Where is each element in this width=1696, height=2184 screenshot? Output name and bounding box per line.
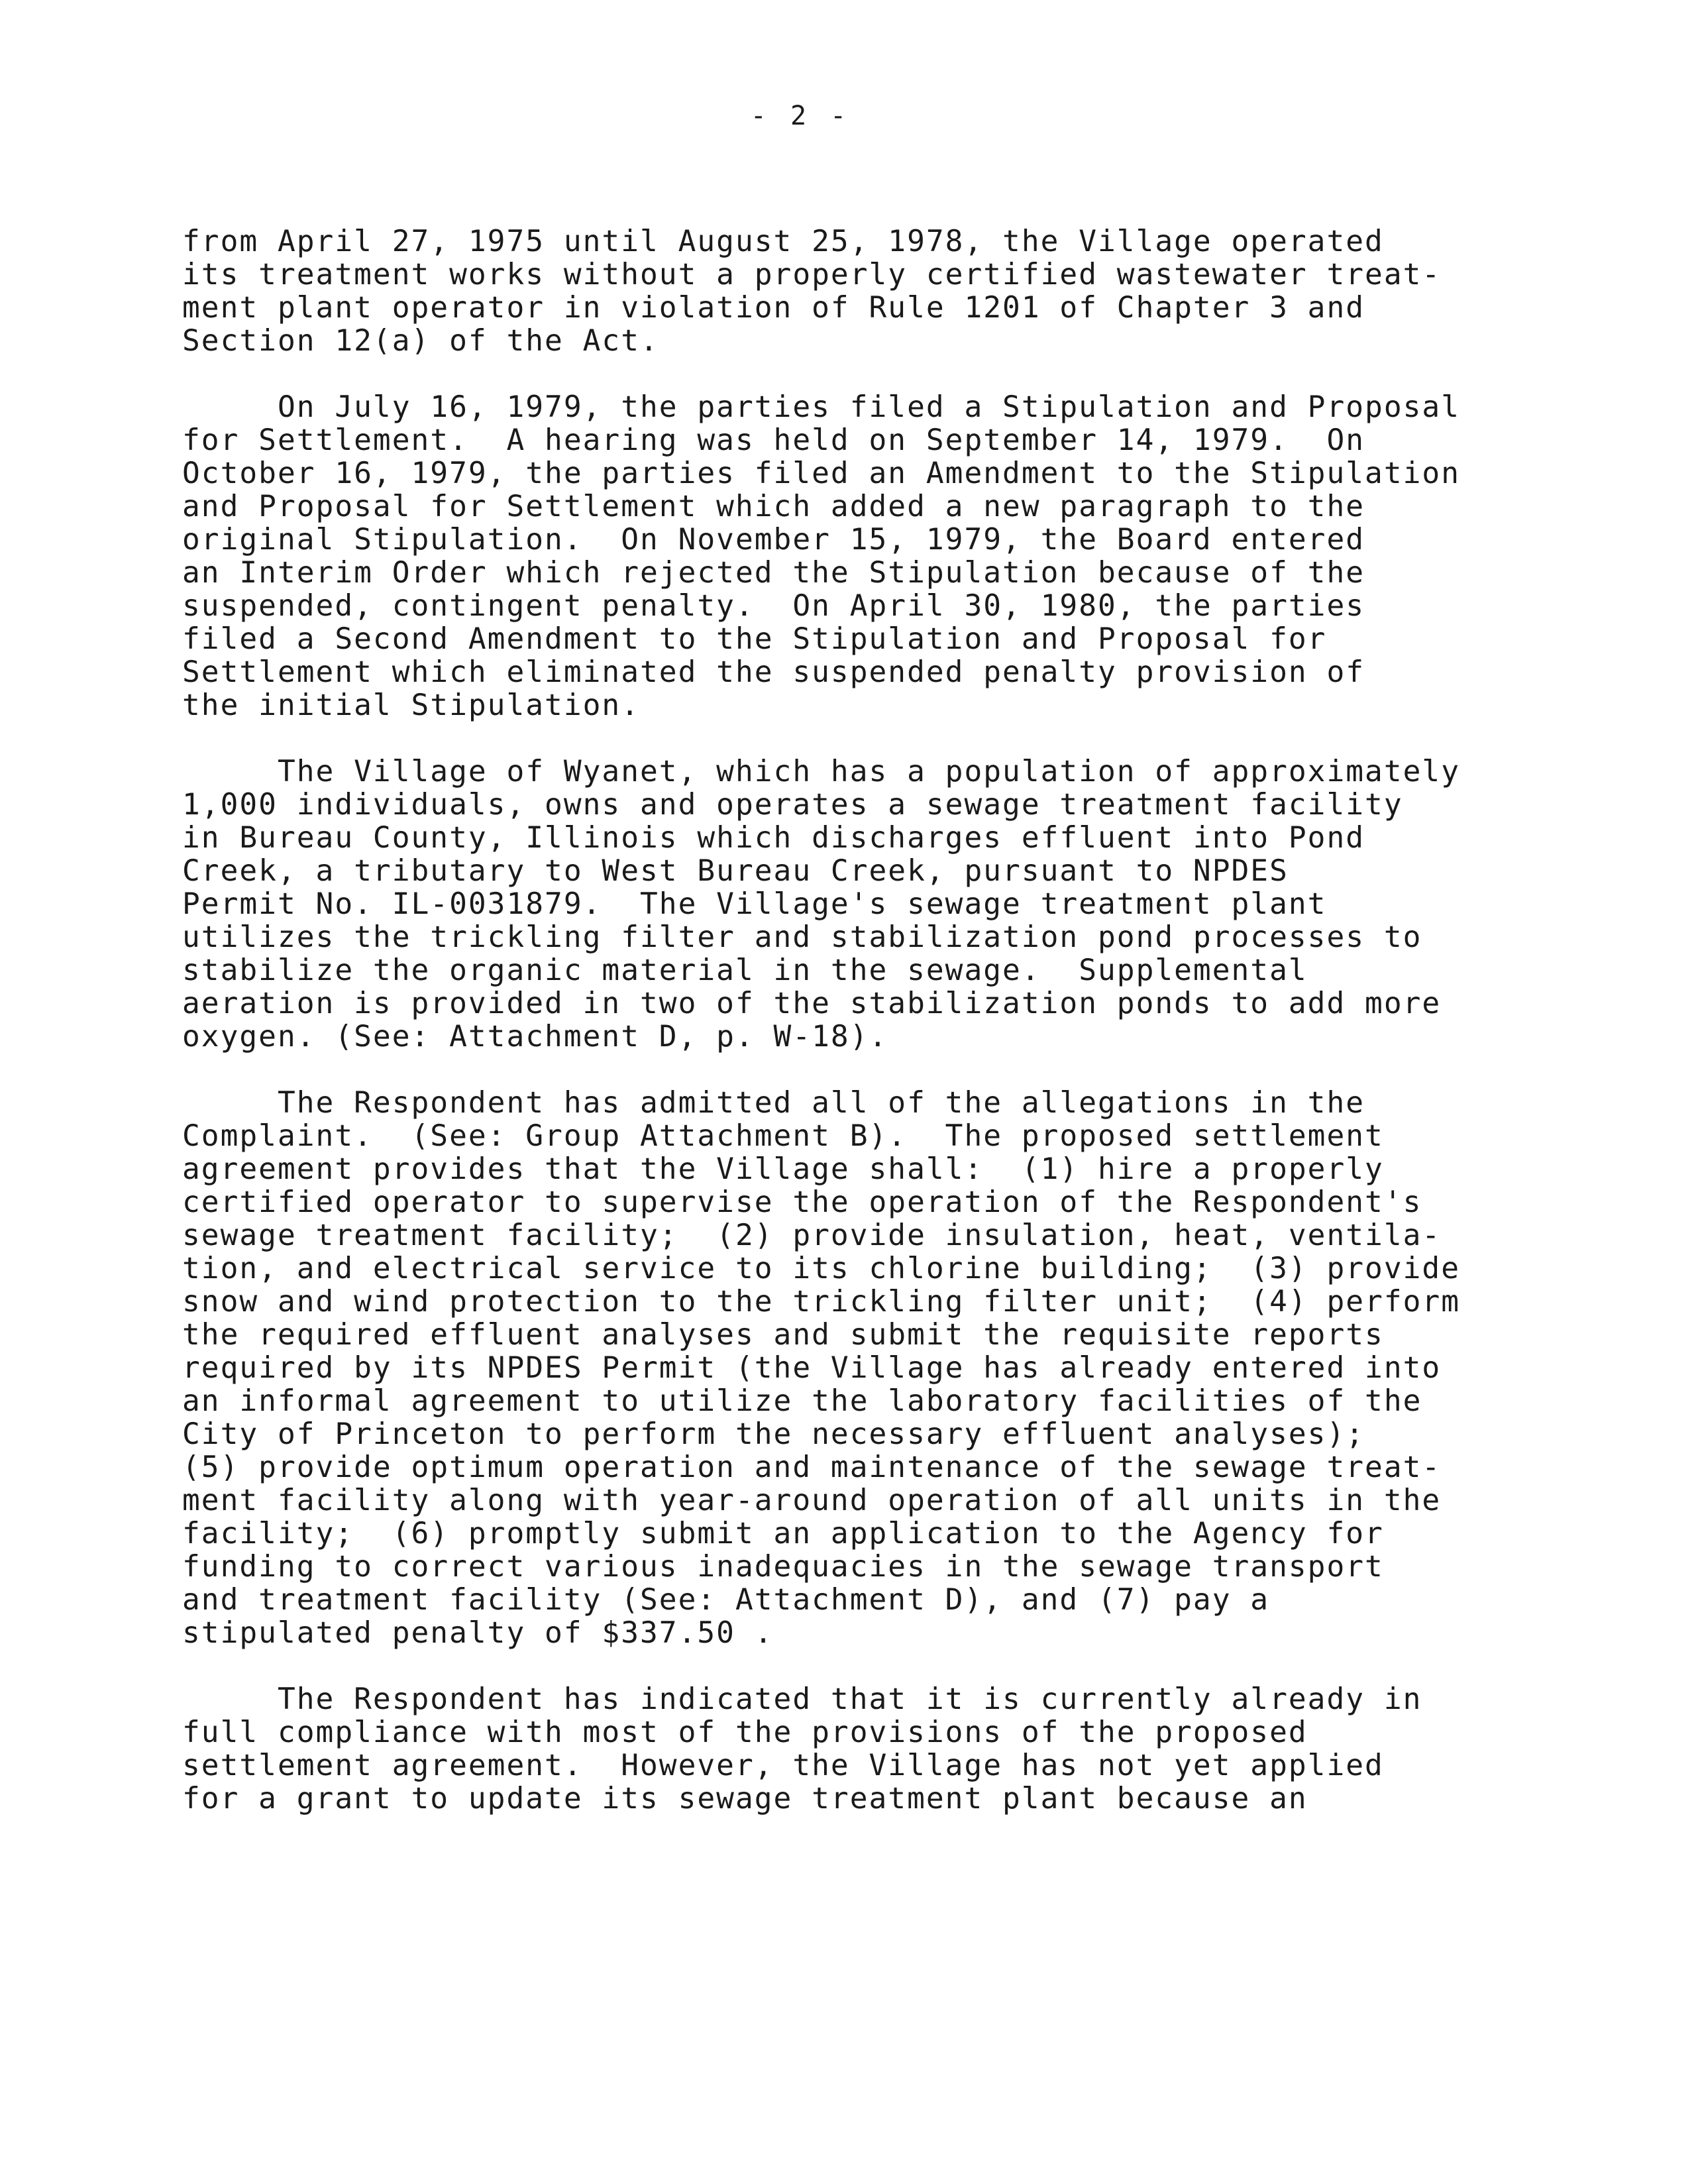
text-line: sewage treatment facility; (2) provide insulation, heat, ventila- xyxy=(182,1219,1442,1252)
text-line: City of Princeton to perform the necessary effluent analyses); xyxy=(182,1417,1365,1451)
text-line: tion, and electrical service to its chlorine building; (3) provide xyxy=(182,1252,1461,1285)
paragraph xyxy=(182,1087,1547,1650)
text-line: snow and wind protection to the trickling filter unit; (4) perform xyxy=(182,1285,1461,1319)
text-line: an informal agreement to utilize the laboratory facilities of the xyxy=(182,1384,1422,1418)
text-line: an Interim Order which rejected the Stipulation because of the xyxy=(182,556,1365,590)
text-line: from April 27, 1975 until August 25, 1978, the Village operated xyxy=(182,225,1384,258)
text-line: The Respondent has admitted all of the allegations in the xyxy=(182,1086,1365,1120)
text-line: Settlement which eliminated the suspended penalty provision of xyxy=(182,655,1365,689)
text-line: oxygen. (See: Attachment D, p. W-18). xyxy=(182,1020,888,1054)
text-line: funding to correct various inadequacies in the sewage transport xyxy=(182,1550,1384,1584)
text-line: original Stipulation. On November 15, 1979, the Board entered xyxy=(182,523,1365,557)
text-line: Section 12(a) of the Act. xyxy=(182,324,659,358)
text-line: aeration is provided in two of the stabilization ponds to add more xyxy=(182,987,1442,1020)
text-line: for a grant to update its sewage treatment plant because an xyxy=(182,1782,1308,1816)
text-line: Creek, a tributary to West Bureau Creek, pursuant to NPDES xyxy=(182,854,1289,888)
text-line: the initial Stipulation. xyxy=(182,688,640,722)
text-line: and Proposal for Settlement which added a new paragraph to the xyxy=(182,490,1365,523)
text-line: suspended, contingent penalty. On April 30, 1980, the parties xyxy=(182,589,1365,623)
text-line: facility; (6) promptly submit an application to the Agency for xyxy=(182,1517,1384,1551)
text-line: required by its NPDES Permit (the Village has already entered into xyxy=(182,1351,1442,1385)
text-line: ment facility along with year-around operation of all units in the xyxy=(182,1484,1442,1517)
text-line: stabilize the organic material in the sewage. Supplemental xyxy=(182,954,1308,987)
text-line: (5) provide optimum operation and maintenance of the sewage treat- xyxy=(182,1450,1442,1484)
text-line: Complaint. (See: Group Attachment B). The proposed settlement xyxy=(182,1119,1384,1153)
paragraph xyxy=(182,225,1547,358)
text-line: On July 16, 1979, the parties filed a Stipulation and Proposal xyxy=(182,390,1461,424)
text-line: The Respondent has indicated that it is currently already in xyxy=(182,1682,1422,1716)
paragraph xyxy=(182,1683,1547,1816)
text-line: its treatment works without a properly certified wastewater treat- xyxy=(182,258,1442,292)
text-line: filed a Second Amendment to the Stipulation and Proposal for xyxy=(182,622,1327,656)
body-text xyxy=(182,225,1547,1849)
text-line: in Bureau County, Illinois which discharges effluent into Pond xyxy=(182,821,1365,855)
paragraph xyxy=(182,755,1547,1054)
text-line: utilizes the trickling filter and stabilization pond processes to xyxy=(182,920,1422,954)
page-number: - 2 - xyxy=(750,101,851,131)
text-line: agreement provides that the Village shall: (1) hire a properly xyxy=(182,1152,1384,1186)
text-line: Permit No. IL-0031879. The Village's sewage treatment plant xyxy=(182,887,1327,921)
text-line: for Settlement. A hearing was held on September 14, 1979. On xyxy=(182,423,1365,457)
text-line: certified operator to supervise the operation of the Respondent's xyxy=(182,1185,1422,1219)
text-line: settlement agreement. However, the Village has not yet applied xyxy=(182,1749,1384,1782)
text-line: October 16, 1979, the parties filed an Amendment to the Stipulation xyxy=(182,457,1461,490)
text-line: the required effluent analyses and submit the requisite reports xyxy=(182,1318,1384,1352)
paragraph xyxy=(182,391,1547,722)
text-line: ment plant operator in violation of Rule 1201 of Chapter 3 and xyxy=(182,291,1365,325)
text-line: and treatment facility (See: Attachment D), and (7) pay a xyxy=(182,1583,1270,1617)
text-line: 1,000 individuals, owns and operates a sewage treatment facility xyxy=(182,788,1403,822)
text-line: The Village of Wyanet, which has a population of approximately xyxy=(182,755,1461,789)
text-line: full compliance with most of the provisions of the proposed xyxy=(182,1716,1308,1749)
text-line: stipulated penalty of $337.50 . xyxy=(182,1616,774,1650)
